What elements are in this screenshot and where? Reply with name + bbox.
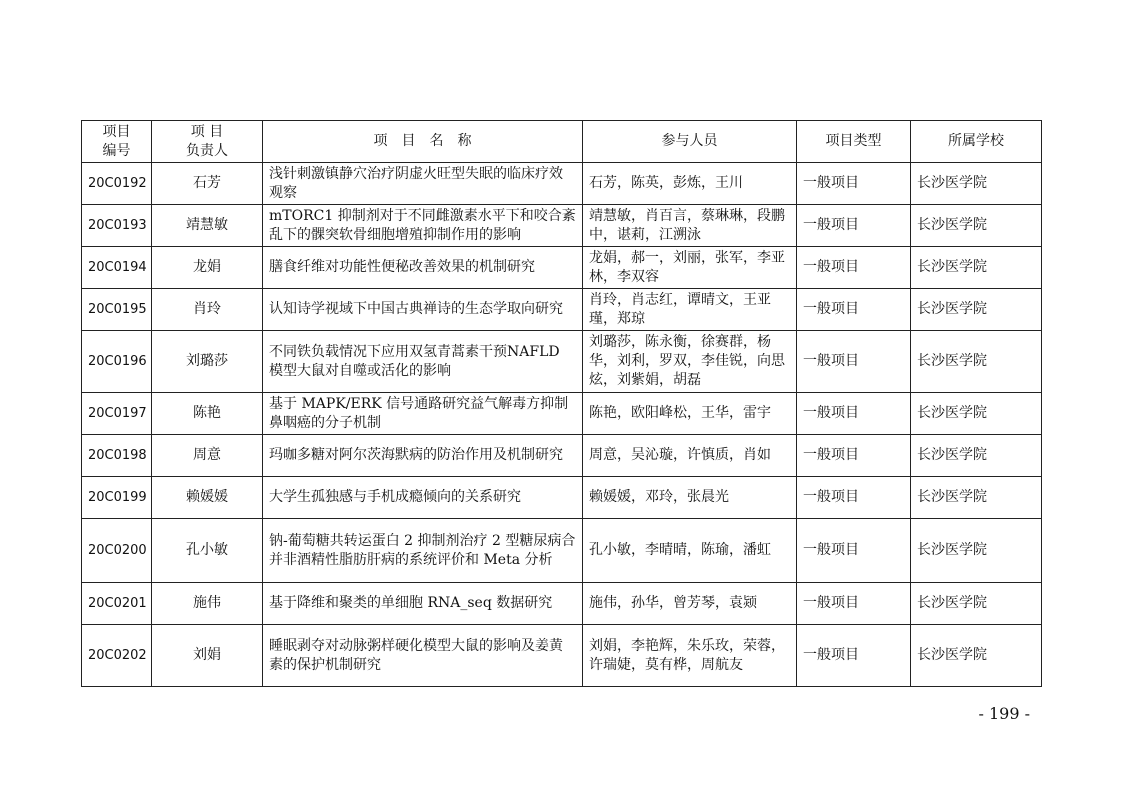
project-name: 膳食纤维对功能性便秘改善效果的机制研究 xyxy=(263,247,583,289)
project-code: 20C0192 xyxy=(82,163,152,205)
project-type: 一般项目 xyxy=(797,583,911,625)
project-name: mTORC1 抑制剂对于不同雌激素水平下和咬合紊乱下的髁突软骨细胞增殖抑制作用的影响 xyxy=(263,205,583,247)
header-school: 所属学校 xyxy=(911,121,1042,163)
project-type: 一般项目 xyxy=(797,519,911,583)
table-row xyxy=(82,393,1042,435)
project-name: 浅针刺激镇静穴治疗阴虚火旺型失眠的临床疗效观察 xyxy=(263,163,583,205)
project-type: 一般项目 xyxy=(797,393,911,435)
project-members: 龙娟，郝一，刘丽，张军，李亚林，李双容 xyxy=(583,247,797,289)
header-leader: 项 目 负责人 xyxy=(152,121,263,163)
project-school: 长沙医学院 xyxy=(911,519,1042,583)
project-code: 20C0199 xyxy=(82,477,152,519)
project-members: 肖玲，肖志红，谭晴文，王亚瑾，郑琼 xyxy=(583,289,797,331)
project-members: 刘娟，李艳辉，朱乐玫，荣蓉，许瑞婕，莫有桦，周航友 xyxy=(583,625,797,687)
project-leader: 赖媛媛 xyxy=(152,477,263,519)
project-table xyxy=(81,120,1042,687)
header-type: 项目类型 xyxy=(797,121,911,163)
project-leader: 周意 xyxy=(152,435,263,477)
project-members: 陈艳，欧阳峰松，王华，雷宇 xyxy=(583,393,797,435)
project-leader: 龙娟 xyxy=(152,247,263,289)
project-leader: 施伟 xyxy=(152,583,263,625)
project-school: 长沙医学院 xyxy=(911,247,1042,289)
project-school: 长沙医学院 xyxy=(911,393,1042,435)
project-leader: 石芳 xyxy=(152,163,263,205)
project-school: 长沙医学院 xyxy=(911,331,1042,393)
project-members: 石芳，陈英，彭炼，王川 xyxy=(583,163,797,205)
project-type: 一般项目 xyxy=(797,477,911,519)
project-members: 孔小敏，李晴晴，陈瑜，潘虹 xyxy=(583,519,797,583)
project-members: 施伟，孙华，曾芳琴，袁颎 xyxy=(583,583,797,625)
project-type: 一般项目 xyxy=(797,289,911,331)
project-school: 长沙医学院 xyxy=(911,477,1042,519)
project-leader: 靖慧敏 xyxy=(152,205,263,247)
project-members: 赖媛媛，邓玲，张晨光 xyxy=(583,477,797,519)
project-school: 长沙医学院 xyxy=(911,289,1042,331)
project-members: 刘璐莎，陈永衡，徐赛群，杨华，刘利，罗双，李佳锐，向思炫，刘紫娟，胡磊 xyxy=(583,331,797,393)
project-code: 20C0194 xyxy=(82,247,152,289)
project-type: 一般项目 xyxy=(797,163,911,205)
project-leader: 孔小敏 xyxy=(152,519,263,583)
table-row xyxy=(82,289,1042,331)
table-row xyxy=(82,205,1042,247)
project-code: 20C0201 xyxy=(82,583,152,625)
project-code: 20C0200 xyxy=(82,519,152,583)
project-code: 20C0195 xyxy=(82,289,152,331)
project-code: 20C0196 xyxy=(82,331,152,393)
project-code: 20C0202 xyxy=(82,625,152,687)
table-row xyxy=(82,163,1042,205)
project-type: 一般项目 xyxy=(797,435,911,477)
project-name: 睡眠剥夺对动脉粥样硬化模型大鼠的影响及姜黄素的保护机制研究 xyxy=(263,625,583,687)
project-name: 认知诗学视域下中国古典禅诗的生态学取向研究 xyxy=(263,289,583,331)
header-row xyxy=(82,121,1042,163)
project-type: 一般项目 xyxy=(797,331,911,393)
header-code: 项目 编号 xyxy=(82,121,152,163)
table-row xyxy=(82,247,1042,289)
project-name: 不同铁负载情况下应用双氢青蒿素干预NAFLD 模型大鼠对自噬或活化的影响 xyxy=(263,331,583,393)
project-type: 一般项目 xyxy=(797,625,911,687)
header-members: 参与人员 xyxy=(583,121,797,163)
project-name: 钠-葡萄糖共转运蛋白 2 抑制剂治疗 2 型糖尿病合并非酒精性脂肪肝病的系统评价和 Meta 分析 xyxy=(263,519,583,583)
project-school: 长沙医学院 xyxy=(911,583,1042,625)
project-code: 20C0197 xyxy=(82,393,152,435)
project-leader: 肖玲 xyxy=(152,289,263,331)
project-school: 长沙医学院 xyxy=(911,163,1042,205)
project-name: 基于降维和聚类的单细胞 RNA_seq 数据研究 xyxy=(263,583,583,625)
project-name: 基于 MAPK/ERK 信号通路研究益气解毒方抑制鼻咽癌的分子机制 xyxy=(263,393,583,435)
table-row xyxy=(82,519,1042,583)
project-leader: 刘璐莎 xyxy=(152,331,263,393)
project-leader: 陈艳 xyxy=(152,393,263,435)
table-row xyxy=(82,331,1042,393)
project-leader: 刘娟 xyxy=(152,625,263,687)
project-name: 大学生孤独感与手机成瘾倾向的关系研究 xyxy=(263,477,583,519)
project-members: 靖慧敏，肖百言，蔡琳琳，段鹏中，谌莉，江溯泳 xyxy=(583,205,797,247)
project-members: 周意，吴沁璇，许慎质，肖如 xyxy=(583,435,797,477)
project-school: 长沙医学院 xyxy=(911,205,1042,247)
project-code: 20C0198 xyxy=(82,435,152,477)
table-row xyxy=(82,625,1042,687)
project-type: 一般项目 xyxy=(797,247,911,289)
project-school: 长沙医学院 xyxy=(911,435,1042,477)
table-row xyxy=(82,583,1042,625)
table-row xyxy=(82,477,1042,519)
project-school: 长沙医学院 xyxy=(911,625,1042,687)
header-name: 项 目 名 称 xyxy=(263,121,583,163)
page-number: - 199 - xyxy=(978,704,1030,723)
project-name: 玛咖多糖对阿尔茨海默病的防治作用及机制研究 xyxy=(263,435,583,477)
table-row xyxy=(82,435,1042,477)
project-type: 一般项目 xyxy=(797,205,911,247)
project-code: 20C0193 xyxy=(82,205,152,247)
